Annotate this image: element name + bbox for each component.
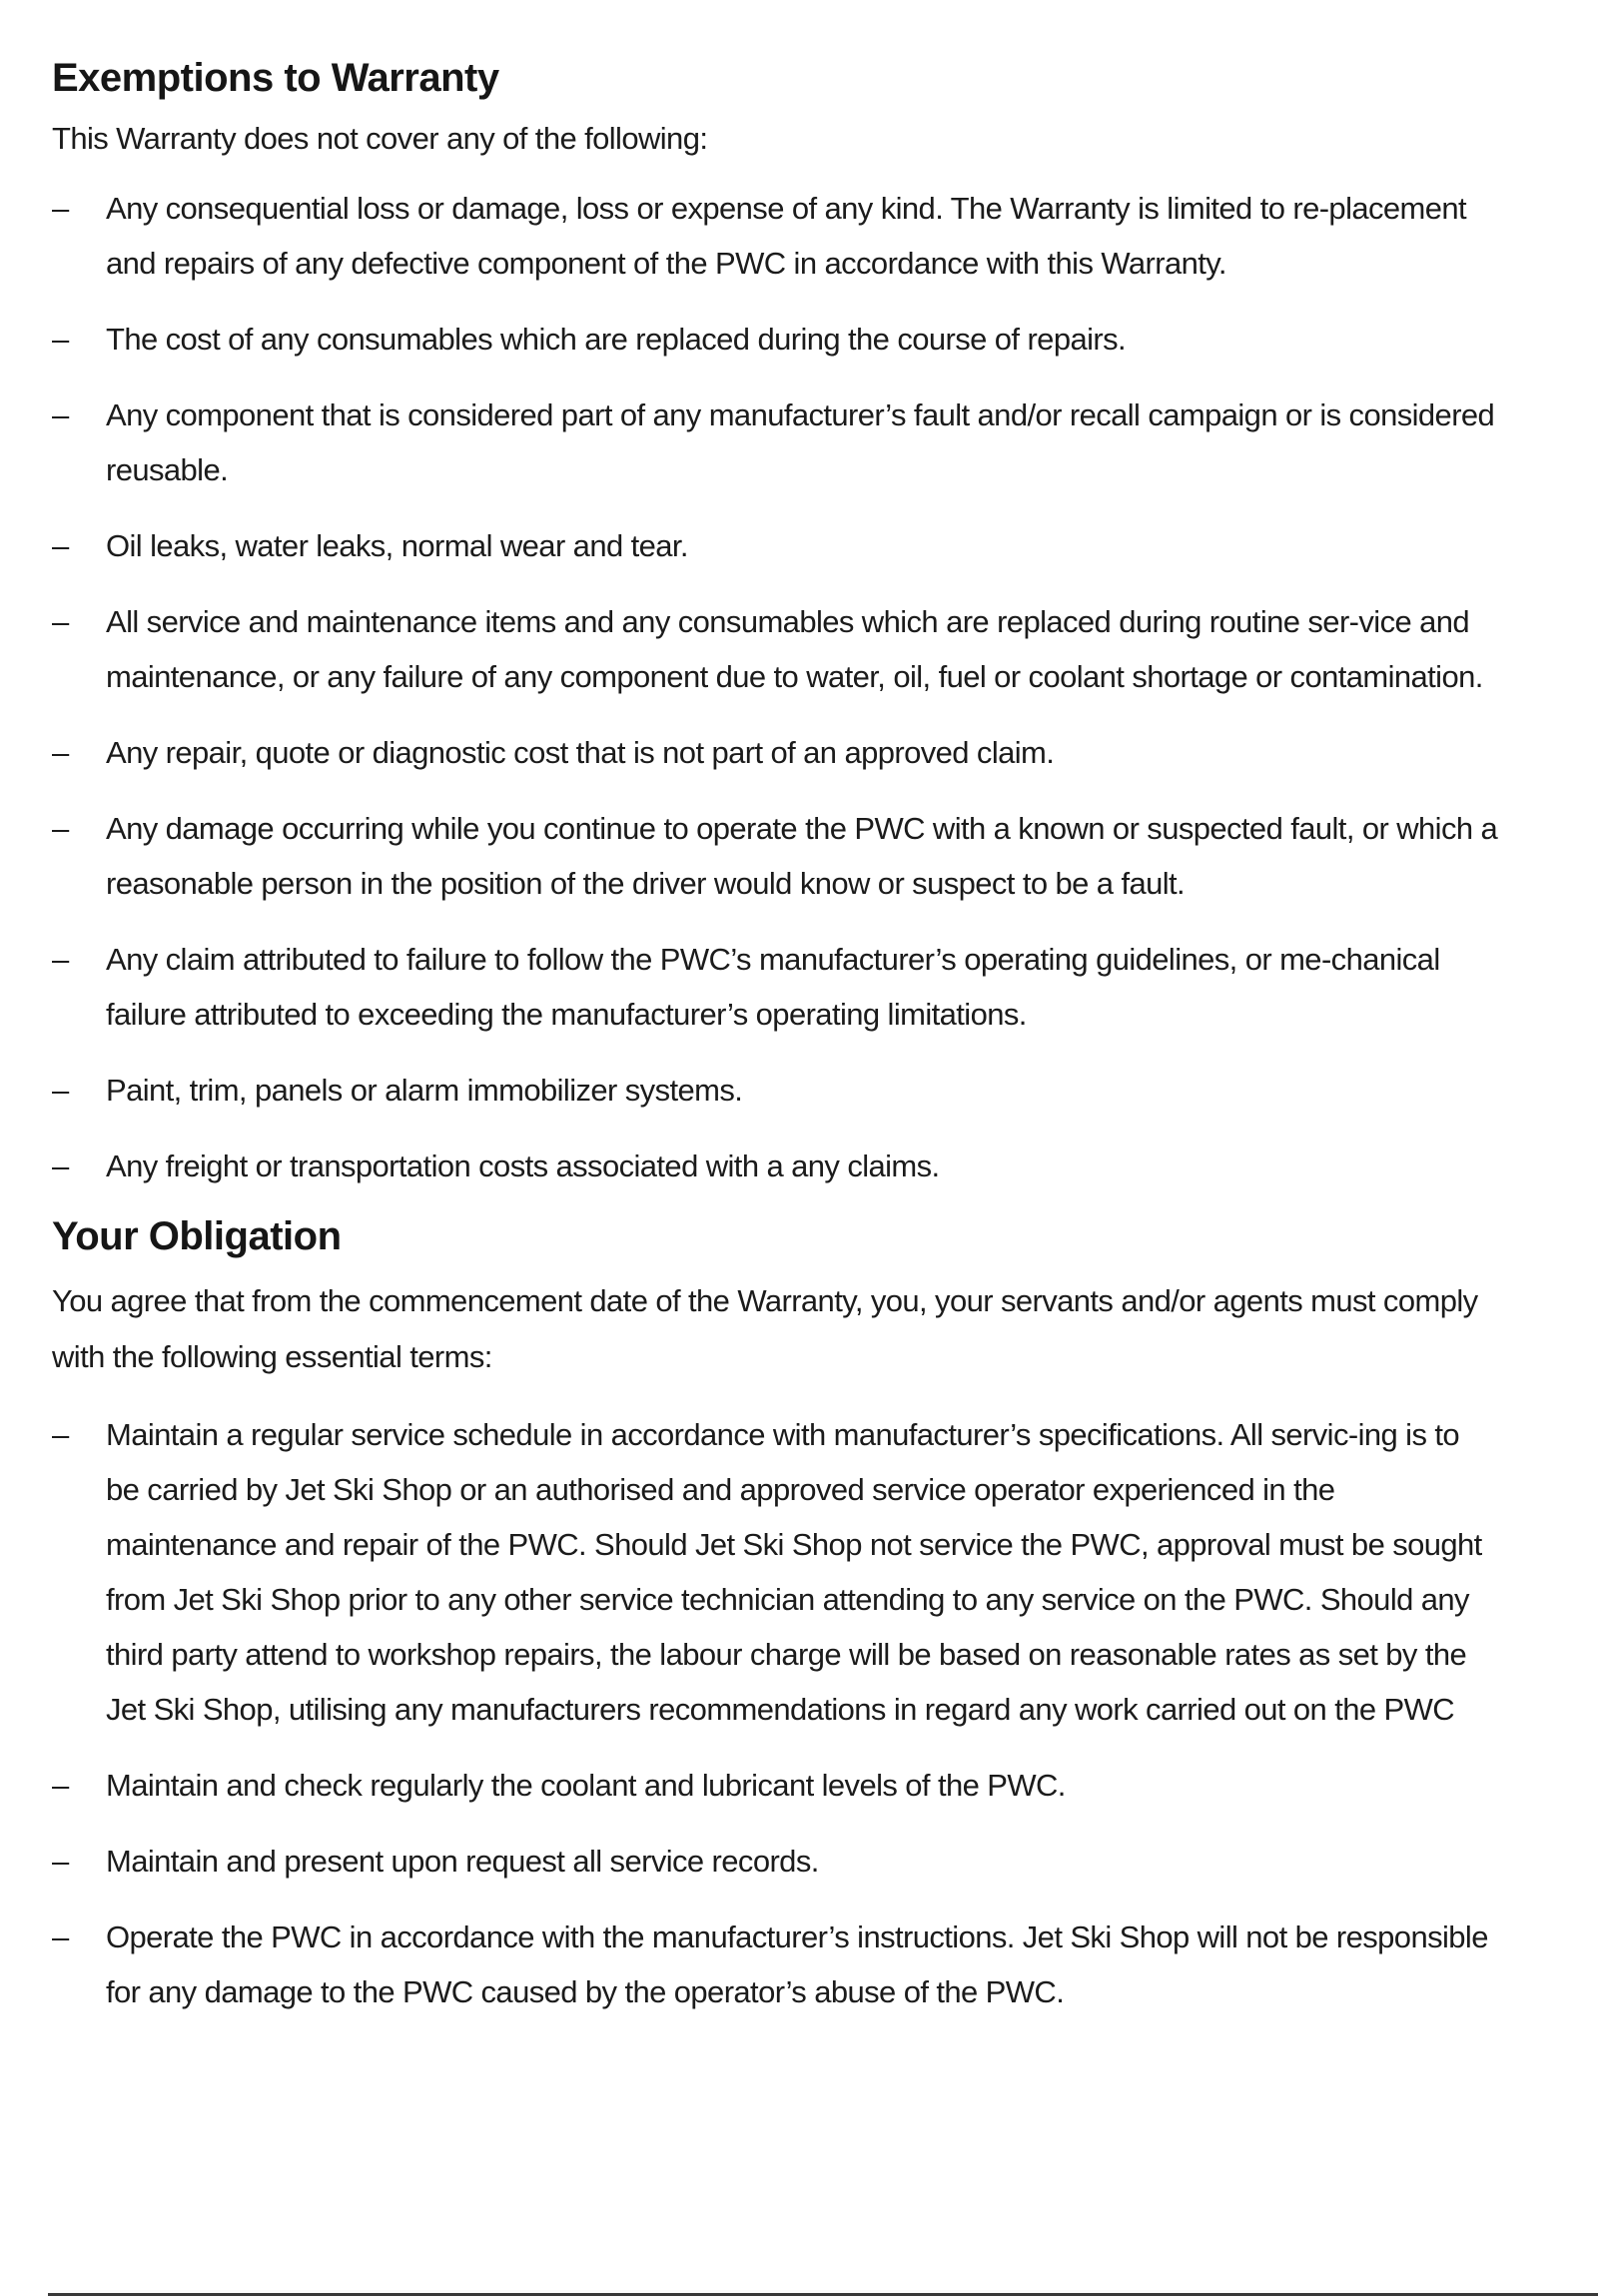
list-item [52, 181, 1500, 291]
list-item [52, 1063, 1500, 1118]
list-item-text: Maintain a regular service schedule in accordance with manufacturer’s specifications. All servic-ing is to be carried by Jet Ski Shop or an authorised and approved service operator experienced in the maintenance and repair of the PWC. Should Jet Ski Shop not service the PWC, approval must be sought from Jet Ski Shop prior to any other service technician attending to any service on the PWC. Should any third party attend to workshop repairs, the labour charge will be based on reasonable rates as set by the Jet Ski Shop, utilising any manufacturers recommendations in regard any work carried out on the PWC [106, 1417, 1482, 1727]
list-item-text: Any claim attributed to failure to follow the PWC’s manufacturer’s operating guidelines, or me-chanical failure attributed to exceeding the manufacturer’s operating limitations. [106, 942, 1440, 1032]
dash-bullet: – [52, 1148, 69, 1183]
list-item-text: The cost of any consumables which are replaced during the course of repairs. [106, 322, 1127, 357]
dash-bullet: – [52, 397, 69, 432]
list-item-text: Any damage occurring while you continue to operate the PWC with a known or suspected fault, or which a reasonable person in the position of the driver would know or suspect to be a fault. [106, 811, 1498, 901]
list-item [52, 594, 1500, 704]
dash-bullet: – [52, 1919, 69, 1954]
list-item-text: Any component that is considered part of any manufacturer’s fault and/or recall campaign or is considered reusable. [106, 397, 1495, 487]
dash-bullet: – [52, 1768, 69, 1803]
list-item [52, 312, 1500, 367]
dash-bullet: – [52, 1073, 69, 1108]
list-item [52, 387, 1500, 497]
list-item-text: Oil leaks, water leaks, normal wear and tear. [106, 528, 688, 563]
dash-bullet: – [52, 942, 69, 977]
list-item [52, 518, 1500, 573]
section-intro: This Warranty does not cover any of the following: [52, 121, 708, 156]
list-item [52, 1910, 1500, 2019]
dash-bullet: – [52, 735, 69, 770]
dash-bullet: – [52, 1417, 69, 1452]
exemptions-list [52, 181, 1500, 1193]
section-heading: Exemptions to Warranty [52, 56, 499, 100]
section-heading: Your Obligation [52, 1214, 342, 1258]
list-item-text: Maintain and check regularly the coolant and lubricant levels of the PWC. [106, 1768, 1066, 1803]
document-page [52, 56, 1500, 2040]
obligation-list [52, 1407, 1500, 2019]
list-item [52, 1758, 1500, 1813]
list-item [52, 1139, 1500, 1193]
dash-bullet: – [52, 1844, 69, 1879]
list-item-text: Paint, trim, panels or alarm immobilizer systems. [106, 1073, 743, 1108]
list-item-text: Any consequential loss or damage, loss or expense of any kind. The Warranty is limited to re-placement and repairs of any defective component of the PWC in accordance with this Warranty. [106, 191, 1467, 281]
list-item [52, 801, 1500, 911]
dash-bullet: – [52, 811, 69, 846]
list-item [52, 1407, 1500, 1737]
list-item-text: All service and maintenance items and any consumables which are replaced during routine ser-vice and maintenance, or any failure of any component due to water, oil, fuel or coolant shortage or contamination. [106, 604, 1483, 694]
dash-bullet: – [52, 322, 69, 357]
list-item [52, 1834, 1500, 1889]
dash-bullet: – [52, 191, 69, 226]
obligation-section [52, 1214, 1500, 2019]
list-item-text: Any repair, quote or diagnostic cost that is not part of an approved claim. [106, 735, 1055, 770]
list-item-text: Operate the PWC in accordance with the manufacturer’s instructions. Jet Ski Shop will not be responsible for any damage to the PWC caused by the operator’s abuse of the PWC. [106, 1919, 1488, 2009]
dash-bullet: – [52, 528, 69, 563]
section-intro: You agree that from the commencement date of the Warranty, you, your servants and/or agents must comply with the following essential terms: [52, 1283, 1478, 1374]
list-item [52, 725, 1500, 780]
exemptions-section [52, 56, 1500, 1193]
list-item-text: Any freight or transportation costs associated with a any claims. [106, 1148, 940, 1183]
list-item-text: Maintain and present upon request all service records. [106, 1844, 819, 1879]
dash-bullet: – [52, 604, 69, 639]
list-item [52, 932, 1500, 1042]
